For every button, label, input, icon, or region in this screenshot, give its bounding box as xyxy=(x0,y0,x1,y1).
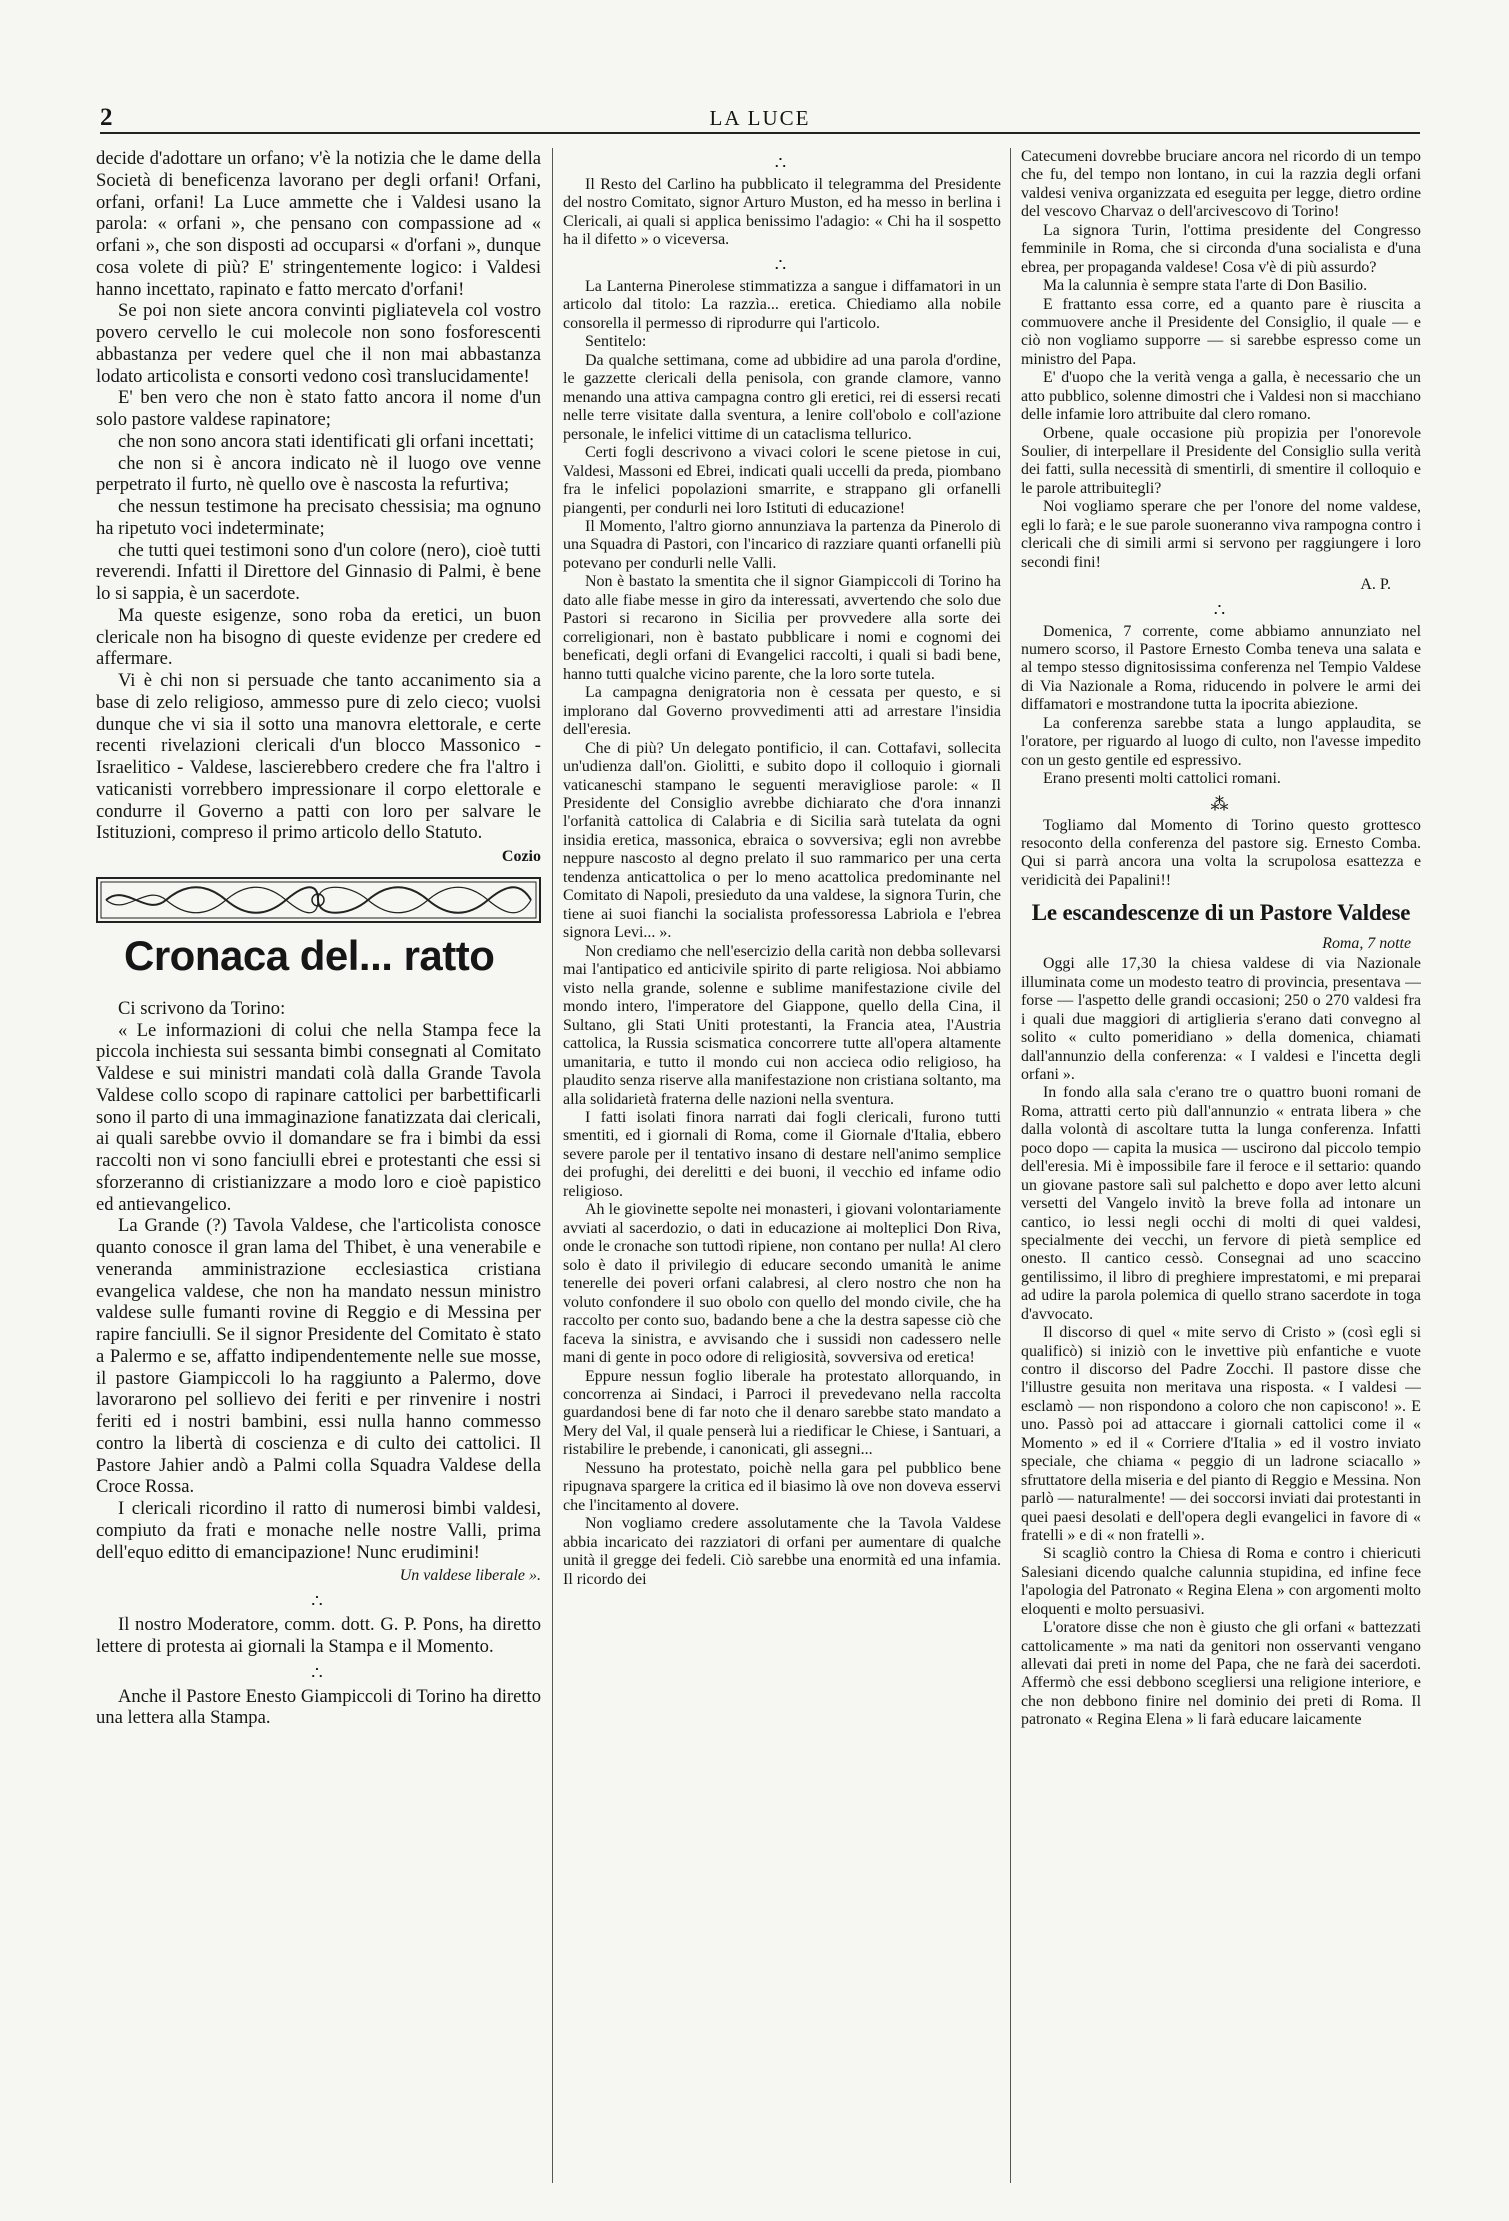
column-1 xyxy=(96,148,541,2183)
separator-glyph: ∴ xyxy=(1213,599,1229,620)
page-header xyxy=(100,104,1420,134)
paragraph: « Le informazioni di colui che nella Stampa fece la piccola inchiesta sui sessanta bimbi consegnati al Comitato Valdese e sui ministri mandati colà dalla Grande Tavola Valdese collo scopo di rapinare cattolici per barbettificarli sono il parto di una immaginazione fanatizzata dai clericali, ai quali sarebbe ovvio il domandare se fra i bimbi da essi raccolti non vi sono fanciulli ebrei e protestanti che essi si sforzeranno di cristianizzare a modo loro e cioè papistico ed antievangelico. xyxy=(96,1019,541,1215)
paragraph: L'oratore disse che non è giusto che gli orfani « battezzati cattolicamente » ma nati da genitori non osservanti vengano allevati dai preti in nome del Papa, che ne farà dei sacerdoti. Affermò che essi debbono scegliersi una religione interiore, e che non debbono finire nel dominio dei preti di Roma. Il patronato « Regina Elena » li farà educare laicamente xyxy=(1021,1619,1421,1729)
paragraph: che tutti quei testimoni sono d'un colore (nero), cioè tutti reverendi. Infatti il Direttore del Ginnasio di Palmi, è bene lo si sappia, è un sacerdote. xyxy=(96,539,541,604)
paragraph: In fondo alla sala c'erano tre o quattro buoni romani de Roma, attratti certo più dall'annunzio « entrata libera » che dalla volontà di ascoltare tutta la lunga conferenza. Infatti poco dopo — capita la musica — uscirono dal piccolo tempio dell'eresia. Mi è impossibile fare il feroce e il settario: quando un giovane pastore salì sul palchetto e dopo aver letto alcuni versetti del Vangelo invitò la breve folla ad intonare un cantico, io lessi negli occhi di molti di quei valdesi, specialmente dei vecchi, un fervore di pietà semplice ed onesto. Il cantico cessò. Consegnai ad uno scaccino gentilissimo, il libro di preghiere imprestatomi, e mi preparai ad udire la parola polemica di quello strano sacerdote in toga d'avvocato. xyxy=(1021,1084,1421,1323)
paragraph: Non è bastato la smentita che il signor Giampiccoli di Torino ha dato alle fiabe messe in giro da interessati, avvertendo che solo due Pastori si recarono in Sicilia per provvedere alla sorte dei correligionari, non è bastato pubblicare i nomi e cognomi dei beneficati, degli orfani di Evangelici raccolti, i quali si badi bene, hanno tutti qualche vicino parente, che la loro sorte tutela. xyxy=(563,573,1001,683)
paragraph: Che di più? Un delegato pontificio, il can. Cottafavi, sollecita un'udienza dall'on. Giolitti, e subito dopo il colloquio i giornali vaticaneschi stampano le seguenti meravigliose parole: « Il Presidente del Consiglio avrebbe dichiarato che d'ora innanzi l'orfanità cattolica di Calabria e di Sicilia sarà tutelata da ogni insidia eretica, massonica, ebraica o sovversiva; egli non avrebbe neppure nascosto al degno prelato il suo rammarico per una certa tendenza anticattolica o per lo meno acattolica predominante nel Comitato di Napoli, presieduto da una valdese, la signora Turin, che tiene ai suoi fianchi la socialista professoressa Labriola e l'ebrea signora Levi... ». xyxy=(563,739,1001,942)
paragraph: La campagna denigratoria non è cessata per questo, e si implorano dal Governo provvedimenti atti ad arrestare l'insidia dell'eresia. xyxy=(563,684,1001,739)
paragraph: E' d'uopo che la verità venga a galla, è necessario che un atto pubblico, solenne dimostri che i Valdesi non si macchiano delle infamie loro attribuite dal clero romano. xyxy=(1021,369,1421,424)
paragraph: Certi fogli descrivono a vivaci colori le scene pietose in cui, Valdesi, Massoni ed Ebrei, indicati quali uccelli da preda, piombano fra le infelici popolazioni smarrite, e strappano gli orfanelli piangenti, per condurli nei loro Istituti di educazione! xyxy=(563,444,1001,517)
masthead: LA LUCE xyxy=(709,106,811,130)
paragraph: che non si è ancora indicato nè il luogo ove venne perpetrato il furto, nè quello ove è nascosta la refurtiva; xyxy=(96,452,541,496)
separator-glyph: ∴ xyxy=(774,153,790,173)
paragraph: Domenica, 7 corrente, come abbiamo annunziato nel numero scorso, il Pastore Ernesto Comba teneva una salata e al tempo stesso dignitosissima conferenza nel Tempio Valdese di Via Nazionale a Roma, riducendo in polvere le armi dei diffamatori e mostrandone tutta la ipocrita abiezione. xyxy=(1021,622,1421,714)
paragraph: Il nostro Moderatore, comm. dott. G. P. Pons, ha diretto lettere di protesta ai giornali la Stampa e il Momento. xyxy=(96,1614,541,1657)
paragraph: Non vogliamo credere assolutamente che la Tavola Valdese abbia incaricato dei razziatori di orfani per aumentare di qualche unità il gregge dei fedeli. Ciò sarebbe una enormità ed una infamia. Il ricordo dei xyxy=(563,1515,1001,1588)
paragraph: E' ben vero che non è stato fatto ancora il nome d'un solo pastore valdese rapinatore; xyxy=(96,387,541,430)
paragraph: Ah le giovinette sepolte nei monasteri, i giovani volontariamente avviati al sacerdozio, o dati in educazione ai molteplici Don Riva, onde le cronache son tuttodì ripiene, non contano per nulla! Al clero solo è dato il privilegio di educare secondo umanità le anime tenerelle dei poveri orfani calabresi, al clero nostro che non ha voluto confondere il suo obolo con quello del mondo civile, che ha raccolto per conto suo, badando bene a che la destra sapesse ciò che faceva la sinistra, e avvisando che i sussidi non cadessero nelle mani di gente in poco odore di religiosità, sovversiva od eretica! xyxy=(563,1201,1001,1367)
paragraph: Il Momento, l'altro giorno annunziava la partenza da Pinerolo di una Squadra di Pastori, con l'incarico di razziare quanti orfanelli più potevano per condurli nelle Valli. xyxy=(563,517,1001,572)
paragraph: Eppure nessun foglio liberale ha protestato allorquando, in concorrenza ai Sindaci, i Parroci il prevedevano nella raccolta guardandosi bene di far noto che il denaro sarebbe stato mandato a Mery del Val, il quale penserà lui a riedificar le Chiese, i Santuari, a ristabilire le prebende, i canonicati, gli assegni... xyxy=(563,1367,1001,1459)
column-rule xyxy=(1010,148,1011,2183)
paragraph: Sentitelo: xyxy=(585,333,647,351)
signature: Un valdese liberale ». xyxy=(399,1567,541,1585)
signature: Cozio xyxy=(501,848,541,865)
paragraph: La conferenza sarebbe stata a lungo applaudita, se l'oratore, per riguardo al luogo di culto, non l'avesse impedito con un gesto gentile ed espressivo. xyxy=(1021,714,1421,769)
paragraph: E frattanto essa corre, ed a quanto pare è riuscita a commuovere anche il Presidente del Consiglio, il quale — e ciò non vogliamo supporre — si sarebbe espresso come un ministro del Papa. xyxy=(1021,295,1421,368)
article-title: Cronaca del... ratto xyxy=(124,931,495,979)
paragraph: Il Resto del Carlino ha pubblicato il telegramma del Presidente del nostro Comitato, signor Arturo Muston, ed ha messo in berlina i Clericali, ai quali si applica benissimo l'adagio: « Chi ha il sospetto ha il difetto » o viceversa. xyxy=(563,176,1001,249)
paragraph: La Lanterna Pinerolese stimmatizza a sangue i diffamatori in un articolo dal titolo: La razzìa... eretica. Chiediamo alla nobile consorella il permesso di riprodurre qui l'articolo. xyxy=(563,277,1001,332)
paragraph: I fatti isolati finora narrati dai fogli clericali, furono tutti smentiti, ed i giornali di Roma, come il Giornale d'Italia, ebbero severe parole per il tentativo insano di destare nell'animo semplice dei profughi, dei derelitti e dei buoni, il vecchio ed infame odio religioso. xyxy=(563,1108,1001,1200)
paragraph: Da qualche settimana, come ad ubbidire ad una parola d'ordine, le gazzette clericali della penisola, con grande clamore, vanno menando una attiva campagna contro gli eretici, rei di essersi recati nelle terre visitate dalla sventura, a lenire coll'obolo e coll'azione personale, le infelici vittime di un cataclisma tellurico. xyxy=(563,351,1001,443)
asterism-glyph: ⁂ xyxy=(1210,793,1232,814)
paragraph: che nessun testimone ha precisato chessisia; ma ognuno ha ripetuto voci indeterminate; xyxy=(96,496,541,539)
paragraph: Ma queste esigenze, sono roba da eretici, un buon clericale non ha bisogno di queste evidenze per credere ed affermare. xyxy=(96,604,541,670)
paragraph: Togliamo dal Momento di Torino questo grottesco resoconto della conferenza del pastore sig. Ernesto Comba. Qui si parrà ancora una volta la scrupolosa esattezza e veridicità dei Papalini!! xyxy=(1021,816,1421,889)
paragraph: Erano presenti molti cattolici romani. xyxy=(1043,770,1281,788)
paragraph: Non crediamo che nell'esercizio della carità non debba sollevarsi mai l'antipatico ed anticivile spirito di parte religiosa. Noi abbiamo visto nella grande, solenne e sublime manifestazione civile del mondo intero, l'imperatore del Giappone, quello della Cina, il Sultano, gli Stati Uniti protestanti, la Francia atea, l'Austria cattolica, la Russia scismatica concorrere tutte all'opera altamente umanitaria, e tutto il mondo cui non accieca odio religioso, ha plaudito senza riserve alla manifestazione non cristiana soltanto, ma alla solidarietà fraterna delle nazioni nella sventura. xyxy=(563,942,1001,1108)
paragraph: Ma la calunnia è sempre stata l'arte di Don Basilio. xyxy=(1043,277,1368,295)
paragraph: Nessuno ha protestato, poichè nella gara pel pubblico bene ripugnava spargere la critica ed il biasimo là ove non doveva esservi che l'incitamento al dovere. xyxy=(563,1459,1001,1514)
separator-glyph: ∴ xyxy=(311,1662,326,1683)
paragraph: Si scagliò contro la Chiesa di Roma e contro i chiericuti Salesiani dicendo qualche calunnia stupidina, ed infine fece l'apologia del Patronato « Regina Elena » con argomenti molto eloquenti e molto persuasivi. xyxy=(1021,1545,1421,1618)
paragraph: La Grande (?) Tavola Valdese, che l'articolista conosce quanto conosce il gran lama del Thibet, è una venerabile e veneranda amministrazione ecclesiastica cristiana evangelica valdese, che non ha mandato nessun ministro valdese sulle fumanti rovine di Reggio e di Messina per rapire fanciulli. Se il signor Presidente del Comitato è stato a Palermo e se, affatto indipendentemente nelle sue mosse, il pastore Giampiccoli lo ha raggiunto a Palermo, dove lavorarono pel sollievo dei feriti e per rinvenire i nostri feriti ed i nostri bambini, essi nulla hanno commesso contro la libertà di coscienza e di culto dei cattolici. Il Pastore Jahier andò a Palmi colla Squadra Valdese della Croce Rossa. xyxy=(96,1215,541,1498)
separator-glyph: ∴ xyxy=(311,1591,326,1612)
paragraph: Catecumeni dovrebbe bruciare ancora nel ricordo di un tempo che fu, del tempo non lontano, in cui la razzia degli orfani valdesi veniva organizzata ed eseguita per legge, dietro ordine del vescovo Charvaz o dell'arcivescovo di Torino! xyxy=(1021,148,1421,221)
paragraph: Vi è chi non si persuade che tanto accanimento sia a base di zelo religioso, ammesso pure di zelo cieco; vuolsi dunque che vi sia il sotto una manovra elettorale, e certe recenti rivelazioni clericali d'un blocco Massonico - Israelitico - Valdese, lascierebbero credere che fra l'altro i vaticanisti vorrebbero impressionare il corpo elettorale e condurre il Governo a patti con loro per salvare le Istituzioni, compreso il primo articolo dello Statuto. xyxy=(96,670,541,844)
initials: A. P. xyxy=(1360,576,1391,594)
paragraph: Il discorso di quel « mite servo di Cristo » (così egli si qualificò) si iniziò con le invettive più enfantiche e vuote contro il discorso del Padre Zocchi. Il pastore disse che l'illustre gesuita non meritava una risposta. « I valdesi — esclamò — non rispondono a coloro che non capiscono! ». E uno. Passò poi ad attaccare i giornali cattolici come il « Momento » ed il « Corriere d'Italia » ed il vostro inviato speciale, che chiama « peggio di un ladrone sciacallo » sfruttatore della miseria e del pianto di Reggio e Messina. Non parlò — naturalmente! — dei soccorsi inviati dai protestanti in quei paesi desolati e dell'opera degli evangelici in favore di « fratelli » e di « non fratelli ». xyxy=(1021,1324,1421,1544)
column-3 xyxy=(1021,148,1421,2183)
paragraph: che non sono ancora stati identificati gli orfani incettati; xyxy=(118,430,535,452)
decorative-border xyxy=(96,877,541,923)
paragraph: Anche il Pastore Enesto Giampiccoli di Torino ha diretto una lettera alla Stampa. xyxy=(96,1685,541,1729)
paragraph: Ci scrivono da Torino: xyxy=(118,997,286,1019)
column-rule xyxy=(552,148,553,2183)
paragraph: Orbene, quale occasione più propizia per l'onorevole Soulier, di interpellare il Presidente del Consiglio sulla verità dei fatti, sulla necessità di smentirli, di smentire il colloquio e le parole attribuitegli? xyxy=(1021,424,1421,497)
paragraph: decide d'adottare un orfano; v'è la notizia che le dame della Società di beneficenza lavorano per degli orfani! Orfani, orfani, orfani! La Luce ammette che i Valdesi usano la parola: « orfani », che pensano con compassione ad « orfani », che son disposti ad occuparsi « d'orfani », dunque cosa volete di più? E' stringentemente logico: i Valdesi hanno incettato, rapinato e fatto mercato d'orfani! xyxy=(96,148,541,300)
paragraph: Oggi alle 17,30 la chiesa valdese di via Nazionale illuminata come un modesto teatro di provincia, presentava — forse — l'aspetto delle grandi occasioni; 250 o 270 valdesi fra i quali due maggiori di artiglieria s'erano dati convegno al solito « culto pomeridiano » della domenica, chiamati dall'annunzio della conferenza: « I valdesi e l'incetta degli orfani ». xyxy=(1021,955,1421,1084)
page-number: 2 xyxy=(100,104,113,131)
paragraph: Se poi non siete ancora convinti pigliatevela col vostro povero cervello le cui molecole non sono fosforescenti abbastanza per vedere quel che il non mai abbastanza lodato articolista e consorti vedono così translucidamente! xyxy=(96,300,541,387)
paragraph: Noi vogliamo sperare che per l'onore del nome valdese, egli lo farà; e le sue parole suoneranno viva rampogna contro i clericali che di simili armi si servono per raggiungere i loro secondi fini! xyxy=(1021,498,1421,571)
column-2 xyxy=(563,148,1001,2183)
dateline: Roma, 7 notte xyxy=(1322,934,1411,952)
paragraph: La signora Turin, l'ottima presidente del Congresso femminile in Roma, che si circonda d'una socialista e d'una ebrea, per propaganda valdese! Cosa v'è di più assurdo? xyxy=(1021,221,1421,276)
paragraph: I clericali ricordino il ratto di numerosi bimbi valdesi, compiuto da frati e monache nelle nostre Valli, prima dell'equo editto di emancipazione! Nunc erudimini! xyxy=(96,1498,541,1563)
separator-glyph: ∴ xyxy=(774,254,790,275)
article-title: Le escandescenze di un Pastore Valdese xyxy=(1031,900,1411,926)
